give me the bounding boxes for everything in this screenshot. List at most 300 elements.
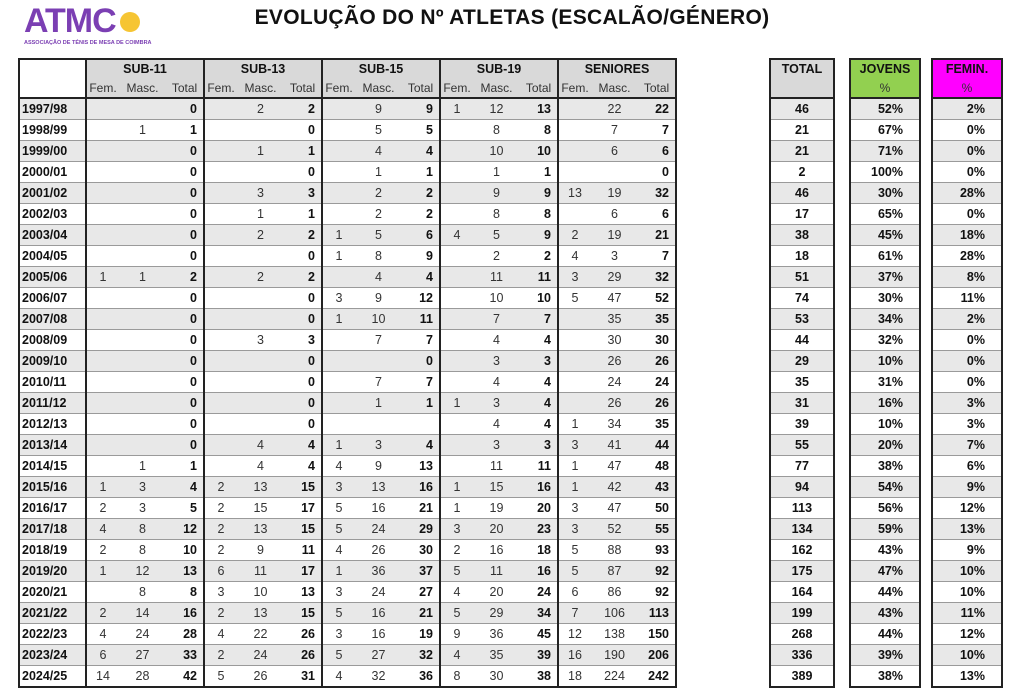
s19-masc-cell: 1 <box>473 162 520 183</box>
s15-masc-cell: 13 <box>355 477 402 498</box>
total-row <box>770 183 834 204</box>
table-row <box>19 288 676 309</box>
femin-percent-cell: 0% <box>932 351 1002 372</box>
s19-total-cell: 20 <box>520 498 558 519</box>
total-cell: 74 <box>770 288 834 309</box>
s15-total-cell: 2 <box>402 183 440 204</box>
sen-total-cell: 113 <box>638 603 676 624</box>
s13-masc-cell <box>237 288 284 309</box>
season-cell: 2003/04 <box>19 225 86 246</box>
s19-masc-cell: 36 <box>473 624 520 645</box>
femin-row <box>932 561 1002 582</box>
s11-total-cell: 1 <box>166 456 204 477</box>
s15-fem-cell: 4 <box>322 456 355 477</box>
s13-total-cell: 13 <box>284 582 322 603</box>
table-row <box>19 414 676 435</box>
sen-fem-cell: 3 <box>558 519 591 540</box>
sen-fem-cell: 1 <box>558 456 591 477</box>
s19-fem-cell: 1 <box>440 498 473 519</box>
s13-fem-cell <box>204 204 237 225</box>
s15-total-cell: 9 <box>402 98 440 120</box>
s19-masc-cell: 11 <box>473 561 520 582</box>
s19-total-cell: 3 <box>520 351 558 372</box>
s13-masc-cell <box>237 414 284 435</box>
s15-masc-cell: 9 <box>355 98 402 120</box>
s13-total-cell: 0 <box>284 246 322 267</box>
s19-total-cell: 4 <box>520 393 558 414</box>
season-cell: 2000/01 <box>19 162 86 183</box>
jovens-percent-cell: 52% <box>850 98 920 120</box>
jovens-percent-cell: 59% <box>850 519 920 540</box>
femin-percent-cell: 2% <box>932 309 1002 330</box>
s13-fem-cell <box>204 120 237 141</box>
table-row <box>19 624 676 645</box>
sen-fem-cell <box>558 162 591 183</box>
s13-fem-cell <box>204 162 237 183</box>
jovens-row <box>850 645 920 666</box>
s19-total-cell: 4 <box>520 414 558 435</box>
sub-header-masc: Masc. <box>119 79 166 98</box>
sen-masc-cell: 87 <box>591 561 638 582</box>
sen-masc-cell: 190 <box>591 645 638 666</box>
total-cell: 18 <box>770 246 834 267</box>
total-cell: 2 <box>770 162 834 183</box>
total-cell: 44 <box>770 330 834 351</box>
femin-row <box>932 288 1002 309</box>
jovens-row <box>850 666 920 688</box>
table-row <box>19 435 676 456</box>
femin-percent-cell: 0% <box>932 330 1002 351</box>
jovens-percent-cell: 45% <box>850 225 920 246</box>
s11-masc-cell <box>119 393 166 414</box>
season-cell: 2023/24 <box>19 645 86 666</box>
s15-fem-cell: 4 <box>322 666 355 688</box>
total-cell: 77 <box>770 456 834 477</box>
s19-total-cell: 45 <box>520 624 558 645</box>
sen-fem-cell: 3 <box>558 498 591 519</box>
s15-total-cell: 5 <box>402 120 440 141</box>
s11-masc-cell <box>119 204 166 225</box>
sen-total-cell: 50 <box>638 498 676 519</box>
s11-total-cell: 0 <box>166 98 204 120</box>
s15-masc-cell: 16 <box>355 624 402 645</box>
s15-fem-cell <box>322 267 355 288</box>
s13-total-cell: 0 <box>284 393 322 414</box>
sen-total-cell: 242 <box>638 666 676 688</box>
s13-fem-cell: 2 <box>204 519 237 540</box>
sen-fem-cell: 5 <box>558 288 591 309</box>
s15-masc-cell: 24 <box>355 519 402 540</box>
sen-masc-cell: 52 <box>591 519 638 540</box>
s15-masc-cell: 5 <box>355 225 402 246</box>
s19-fem-cell <box>440 309 473 330</box>
s13-fem-cell: 2 <box>204 477 237 498</box>
total-row <box>770 645 834 666</box>
jovens-row <box>850 435 920 456</box>
s15-masc-cell: 24 <box>355 582 402 603</box>
s13-masc-cell <box>237 351 284 372</box>
s13-fem-cell <box>204 309 237 330</box>
sen-masc-cell: 6 <box>591 204 638 225</box>
total-row <box>770 204 834 225</box>
total-row <box>770 267 834 288</box>
s15-fem-cell: 4 <box>322 540 355 561</box>
s15-total-cell: 4 <box>402 435 440 456</box>
sen-masc-cell: 6 <box>591 141 638 162</box>
s19-total-cell: 16 <box>520 477 558 498</box>
femin-row <box>932 519 1002 540</box>
sen-masc-cell: 88 <box>591 540 638 561</box>
s13-masc-cell <box>237 162 284 183</box>
s11-total-cell: 1 <box>166 120 204 141</box>
s11-fem-cell <box>86 414 119 435</box>
s19-masc-cell: 9 <box>473 183 520 204</box>
sen-fem-cell: 2 <box>558 225 591 246</box>
season-cell: 2007/08 <box>19 309 86 330</box>
s15-fem-cell: 1 <box>322 561 355 582</box>
s19-fem-cell <box>440 267 473 288</box>
table-row <box>19 645 676 666</box>
s13-masc-cell: 13 <box>237 603 284 624</box>
s11-fem-cell <box>86 183 119 204</box>
s11-fem-cell: 4 <box>86 519 119 540</box>
total-cell: 35 <box>770 372 834 393</box>
s11-total-cell: 12 <box>166 519 204 540</box>
season-cell: 2024/25 <box>19 666 86 688</box>
season-cell: 2022/23 <box>19 624 86 645</box>
s13-total-cell: 0 <box>284 351 322 372</box>
s19-masc-cell: 20 <box>473 519 520 540</box>
sen-masc-cell: 224 <box>591 666 638 688</box>
jovens-table-block <box>849 58 921 688</box>
s19-total-cell: 4 <box>520 330 558 351</box>
s13-total-cell: 15 <box>284 477 322 498</box>
s13-total-cell: 0 <box>284 372 322 393</box>
s19-total-cell: 13 <box>520 98 558 120</box>
s19-fem-cell: 4 <box>440 645 473 666</box>
season-cell: 2006/07 <box>19 288 86 309</box>
s11-masc-cell: 28 <box>119 666 166 688</box>
s19-fem-cell <box>440 246 473 267</box>
s15-total-cell: 0 <box>402 351 440 372</box>
s15-masc-cell: 36 <box>355 561 402 582</box>
s15-total-cell: 37 <box>402 561 440 582</box>
table-row <box>19 582 676 603</box>
jovens-percent-cell: 100% <box>850 162 920 183</box>
s19-fem-cell <box>440 330 473 351</box>
s19-masc-cell: 7 <box>473 309 520 330</box>
season-cell: 2020/21 <box>19 582 86 603</box>
s19-masc-cell: 16 <box>473 540 520 561</box>
total-row <box>770 582 834 603</box>
jovens-percent-cell: 38% <box>850 456 920 477</box>
femin-percent-cell: 0% <box>932 141 1002 162</box>
table-row <box>19 561 676 582</box>
table-row <box>19 372 676 393</box>
s13-fem-cell <box>204 246 237 267</box>
femin-row <box>932 267 1002 288</box>
jovens-percent-cell: 10% <box>850 351 920 372</box>
sen-fem-cell <box>558 120 591 141</box>
s13-total-cell: 15 <box>284 603 322 624</box>
total-cell: 21 <box>770 141 834 162</box>
s11-fem-cell <box>86 456 119 477</box>
s15-masc-cell: 5 <box>355 120 402 141</box>
total-row <box>770 603 834 624</box>
s11-total-cell: 0 <box>166 351 204 372</box>
s19-total-cell: 11 <box>520 456 558 477</box>
sen-total-cell: 6 <box>638 141 676 162</box>
s11-fem-cell <box>86 435 119 456</box>
sen-masc-cell: 7 <box>591 120 638 141</box>
femin-percent-header: % <box>932 79 1002 98</box>
sen-total-cell: 32 <box>638 267 676 288</box>
sen-fem-cell <box>558 309 591 330</box>
sen-total-cell: 32 <box>638 183 676 204</box>
s19-fem-cell: 1 <box>440 477 473 498</box>
sen-total-cell: 93 <box>638 540 676 561</box>
total-cell: 53 <box>770 309 834 330</box>
jovens-percent-cell: 30% <box>850 183 920 204</box>
s19-masc-cell: 15 <box>473 477 520 498</box>
s19-fem-cell: 9 <box>440 624 473 645</box>
jovens-row <box>850 225 920 246</box>
s13-total-cell: 2 <box>284 225 322 246</box>
sen-masc-cell: 24 <box>591 372 638 393</box>
s19-fem-cell: 4 <box>440 582 473 603</box>
s11-fem-cell: 1 <box>86 267 119 288</box>
s15-masc-cell: 16 <box>355 603 402 624</box>
total-cell: 38 <box>770 225 834 246</box>
s19-masc-cell: 5 <box>473 225 520 246</box>
sen-total-cell: 206 <box>638 645 676 666</box>
s15-masc-cell: 4 <box>355 267 402 288</box>
s19-total-cell: 1 <box>520 162 558 183</box>
jovens-percent-cell: 38% <box>850 666 920 688</box>
table-row <box>19 498 676 519</box>
total-row <box>770 624 834 645</box>
logo-text: ATMC <box>24 2 116 40</box>
femin-row <box>932 603 1002 624</box>
table-row <box>19 246 676 267</box>
s13-total-cell: 4 <box>284 435 322 456</box>
s19-total-cell: 9 <box>520 183 558 204</box>
season-cell: 2014/15 <box>19 456 86 477</box>
s15-fem-cell: 1 <box>322 246 355 267</box>
sen-masc-cell: 29 <box>591 267 638 288</box>
femin-percent-cell: 28% <box>932 246 1002 267</box>
jovens-percent-cell: 54% <box>850 477 920 498</box>
sen-fem-cell <box>558 204 591 225</box>
s11-total-cell: 0 <box>166 393 204 414</box>
s15-masc-cell <box>355 414 402 435</box>
s15-total-cell: 2 <box>402 204 440 225</box>
s11-fem-cell <box>86 309 119 330</box>
s15-fem-cell <box>322 183 355 204</box>
sub-header-fem: Fem. <box>440 79 473 98</box>
femin-percent-cell: 11% <box>932 603 1002 624</box>
jovens-percent-header: % <box>850 79 920 98</box>
jovens-row <box>850 330 920 351</box>
s15-total-cell: 1 <box>402 393 440 414</box>
sen-total-cell: 30 <box>638 330 676 351</box>
jovens-row <box>850 98 920 120</box>
jovens-row <box>850 582 920 603</box>
total-row <box>770 309 834 330</box>
femin-percent-cell: 12% <box>932 624 1002 645</box>
table-row <box>19 540 676 561</box>
sen-total-cell: 22 <box>638 98 676 120</box>
s19-masc-cell: 3 <box>473 351 520 372</box>
jovens-percent-cell: 39% <box>850 645 920 666</box>
s13-fem-cell: 4 <box>204 624 237 645</box>
s11-total-cell: 28 <box>166 624 204 645</box>
season-cell: 1999/00 <box>19 141 86 162</box>
sen-masc-cell: 47 <box>591 498 638 519</box>
s19-masc-cell: 11 <box>473 456 520 477</box>
femin-row <box>932 330 1002 351</box>
s15-total-cell: 13 <box>402 456 440 477</box>
s15-masc-cell: 9 <box>355 456 402 477</box>
s19-masc-cell: 8 <box>473 120 520 141</box>
sen-total-cell: 35 <box>638 309 676 330</box>
total-cell: 175 <box>770 561 834 582</box>
s19-fem-cell <box>440 456 473 477</box>
femin-header: FEMIN. <box>932 59 1002 79</box>
jovens-percent-cell: 67% <box>850 120 920 141</box>
s11-fem-cell: 2 <box>86 603 119 624</box>
s13-masc-cell: 3 <box>237 183 284 204</box>
s15-total-cell: 12 <box>402 288 440 309</box>
femin-percent-cell: 3% <box>932 393 1002 414</box>
femin-percent-cell: 11% <box>932 288 1002 309</box>
s19-masc-cell: 3 <box>473 393 520 414</box>
s11-masc-cell <box>119 183 166 204</box>
s13-total-cell: 3 <box>284 183 322 204</box>
sen-masc-cell: 42 <box>591 477 638 498</box>
s13-masc-cell: 3 <box>237 330 284 351</box>
s19-total-cell: 11 <box>520 267 558 288</box>
total-row <box>770 519 834 540</box>
sen-masc-cell: 3 <box>591 246 638 267</box>
sen-total-cell: 26 <box>638 393 676 414</box>
s11-fem-cell <box>86 98 119 120</box>
s11-total-cell: 0 <box>166 246 204 267</box>
total-row <box>770 666 834 688</box>
s11-fem-cell <box>86 288 119 309</box>
s13-fem-cell: 2 <box>204 498 237 519</box>
s13-fem-cell <box>204 98 237 120</box>
s15-total-cell: 11 <box>402 309 440 330</box>
s13-total-cell: 31 <box>284 666 322 688</box>
s13-total-cell: 3 <box>284 330 322 351</box>
s19-masc-cell: 4 <box>473 414 520 435</box>
s13-total-cell: 2 <box>284 98 322 120</box>
jovens-percent-cell: 47% <box>850 561 920 582</box>
s13-total-cell: 15 <box>284 519 322 540</box>
femin-percent-cell: 9% <box>932 477 1002 498</box>
sen-masc-cell: 19 <box>591 225 638 246</box>
s13-masc-cell: 22 <box>237 624 284 645</box>
total-header: TOTAL <box>770 59 834 79</box>
jovens-percent-cell: 56% <box>850 498 920 519</box>
s13-total-cell: 1 <box>284 141 322 162</box>
s11-fem-cell <box>86 141 119 162</box>
jovens-row <box>850 204 920 225</box>
sen-total-cell: 6 <box>638 204 676 225</box>
s11-masc-cell: 12 <box>119 561 166 582</box>
total-row <box>770 372 834 393</box>
s11-total-cell: 42 <box>166 666 204 688</box>
sen-total-cell: 44 <box>638 435 676 456</box>
s11-fem-cell <box>86 204 119 225</box>
sen-fem-cell <box>558 351 591 372</box>
season-cell: 2019/20 <box>19 561 86 582</box>
jovens-row <box>850 624 920 645</box>
s19-masc-cell: 11 <box>473 267 520 288</box>
year-header <box>19 59 86 79</box>
sub-header-total: Total <box>520 79 558 98</box>
s11-total-cell: 33 <box>166 645 204 666</box>
total-row <box>770 498 834 519</box>
sen-fem-cell <box>558 98 591 120</box>
femin-row <box>932 98 1002 120</box>
s13-fem-cell <box>204 141 237 162</box>
s13-masc-cell <box>237 393 284 414</box>
s15-fem-cell: 3 <box>322 624 355 645</box>
sen-masc-cell: 35 <box>591 309 638 330</box>
s13-masc-cell: 11 <box>237 561 284 582</box>
jovens-row <box>850 141 920 162</box>
season-cell: 2011/12 <box>19 393 86 414</box>
s15-masc-cell: 16 <box>355 498 402 519</box>
s19-masc-cell: 4 <box>473 372 520 393</box>
s11-fem-cell: 1 <box>86 477 119 498</box>
s19-masc-cell: 35 <box>473 645 520 666</box>
s13-masc-cell: 9 <box>237 540 284 561</box>
s15-masc-cell: 8 <box>355 246 402 267</box>
s11-fem-cell <box>86 330 119 351</box>
s11-total-cell: 0 <box>166 141 204 162</box>
s13-fem-cell <box>204 456 237 477</box>
sub-header-fem: Fem. <box>204 79 237 98</box>
season-cell: 2018/19 <box>19 540 86 561</box>
jovens-row <box>850 309 920 330</box>
sen-fem-cell: 16 <box>558 645 591 666</box>
sen-masc-cell: 47 <box>591 288 638 309</box>
s13-masc-cell: 13 <box>237 477 284 498</box>
s15-total-cell <box>402 414 440 435</box>
jovens-row <box>850 603 920 624</box>
total-row <box>770 540 834 561</box>
s19-fem-cell: 8 <box>440 666 473 688</box>
jovens-row <box>850 477 920 498</box>
total-row <box>770 141 834 162</box>
sen-fem-cell: 6 <box>558 582 591 603</box>
total-cell: 162 <box>770 540 834 561</box>
group-header-sub19: SUB-19 <box>440 59 558 79</box>
s19-total-cell: 8 <box>520 204 558 225</box>
total-cell: 46 <box>770 98 834 120</box>
s19-fem-cell <box>440 372 473 393</box>
sen-total-cell: 92 <box>638 582 676 603</box>
s19-fem-cell <box>440 351 473 372</box>
s19-total-cell: 16 <box>520 561 558 582</box>
jovens-row <box>850 351 920 372</box>
logo-subtitle: ASSOCIAÇÃO DE TÉNIS DE MESA DE COIMBRA <box>24 40 152 46</box>
femin-row <box>932 246 1002 267</box>
femin-percent-cell: 9% <box>932 540 1002 561</box>
